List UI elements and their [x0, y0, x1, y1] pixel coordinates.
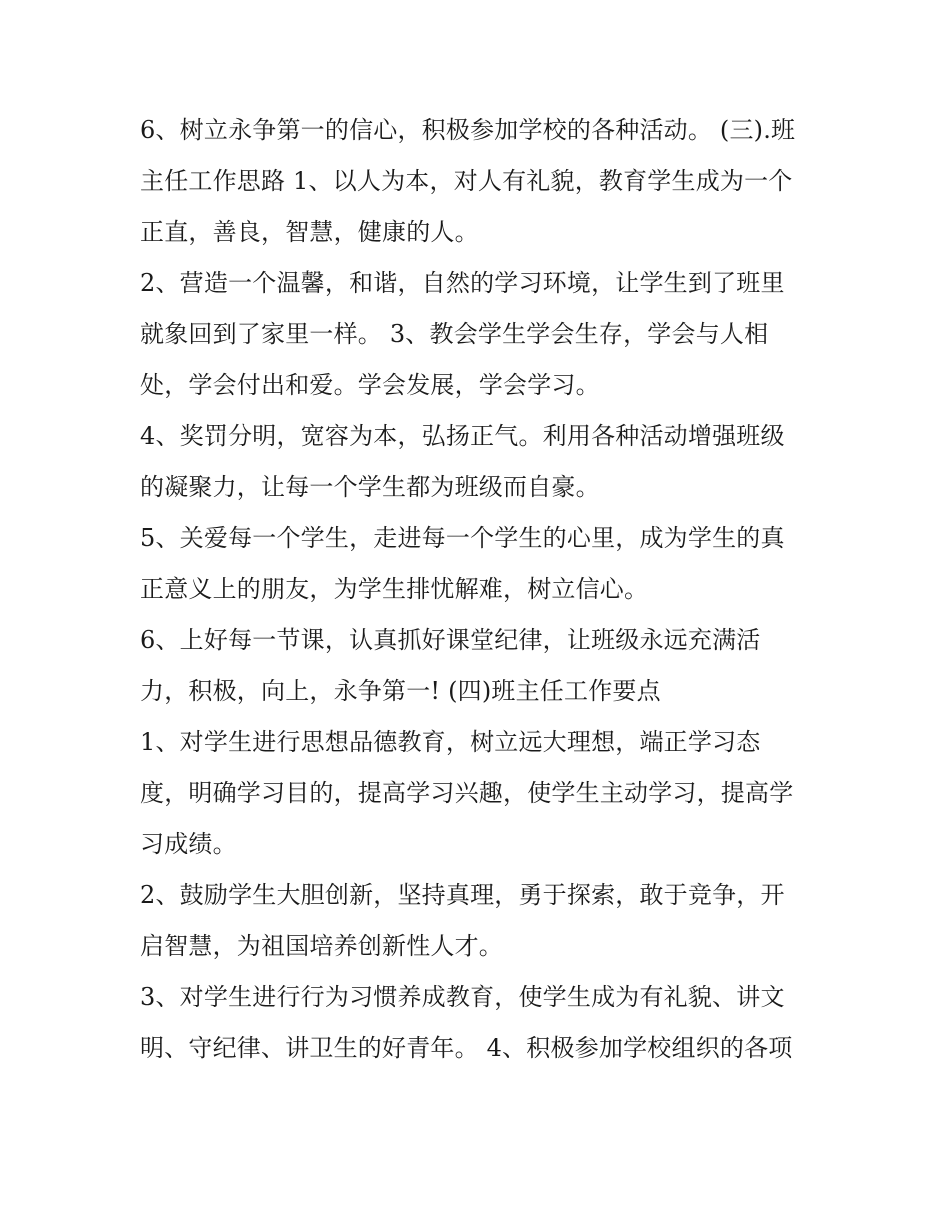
text-line: 明、守纪律、讲卫生的好青年。 4、积极参加学校组织的各项 — [140, 1034, 793, 1062]
text-line: 1、对学生进行思想品德教育，树立远大理想，端正学习态 — [140, 728, 761, 756]
text-line: 3、对学生进行行为习惯养成教育，使学生成为有礼貌、讲文 — [140, 983, 785, 1011]
text-line: 2、营造一个温馨，和谐，自然的学习环境，让学生到了班里 — [140, 269, 785, 297]
text-line: 4、奖罚分明，宽容为本，弘扬正气。利用各种活动增强班级 — [140, 422, 785, 450]
text-line: 处，学会付出和爱。学会发展，学会学习。 — [140, 371, 600, 399]
text-line: 6、树立永争第一的信心，积极参加学校的各种活动。 (三).班 — [140, 116, 796, 144]
text-line: 正直，善良，智慧，健康的人。 — [140, 218, 479, 246]
text-line: 的凝聚力，让每一个学生都为班级而自豪。 — [140, 473, 600, 501]
text-line: 习成绩。 — [140, 830, 237, 858]
text-line: 主任工作思路 1、以人为本，对人有礼貌，教育学生成为一个 — [140, 167, 793, 195]
text-line: 2、鼓励学生大胆创新，坚持真理，勇于探索，敢于竞争，开 — [140, 881, 785, 909]
text-line: 启智慧，为祖国培养创新性人才。 — [140, 932, 503, 960]
text-line: 6、上好每一节课，认真抓好课堂纪律，让班级永远充满活 — [140, 626, 761, 654]
text-line: 5、关爱每一个学生，走进每一个学生的心里，成为学生的真 — [140, 524, 785, 552]
text-line: 正意义上的朋友，为学生排忧解难，树立信心。 — [140, 575, 649, 603]
text-line: 力，积极，向上，永争第一! (四)班主任工作要点 — [140, 677, 661, 705]
text-line: 就象回到了家里一样。 3、教会学生学会生存，学会与人相 — [140, 320, 769, 348]
text-line: 度，明确学习目的，提高学习兴趣，使学生主动学习，提高学 — [140, 779, 794, 807]
